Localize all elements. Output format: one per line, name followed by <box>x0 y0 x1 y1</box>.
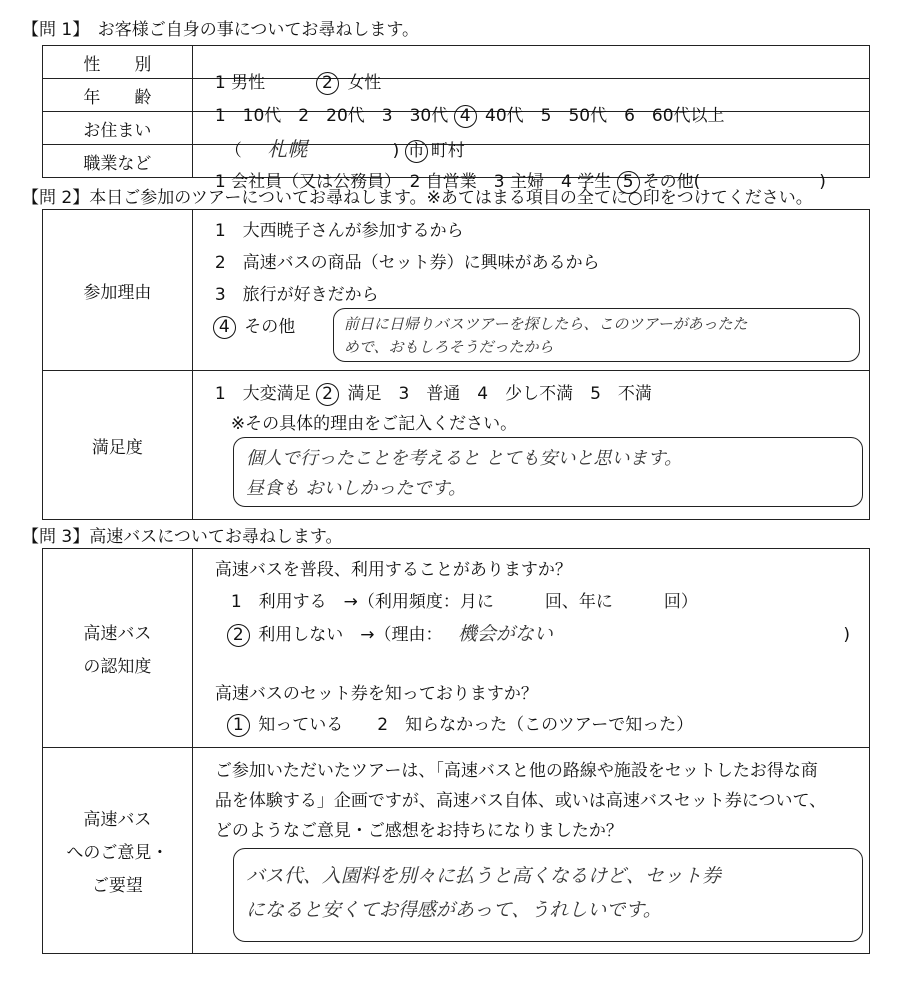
opinion-answer-box[interactable] <box>233 848 863 942</box>
opinion-label-line-2: へのご意見・ <box>66 843 169 863</box>
reason-answer-line-2: めで、おもしろそうだったから <box>343 338 554 356</box>
q3-heading: 【問 3】高速バスについてお尋ねします。 <box>22 527 343 547</box>
q3-table <box>42 548 870 954</box>
q1-table <box>42 45 870 192</box>
satisfaction-scale-pre[interactable]: 1 大変満足 <box>214 384 311 404</box>
q2-heading: 【問 2】本日ご参加のツアーについてお尋ねします。※あてはまる項目の全てに○印をつけてください。 <box>22 188 813 208</box>
usage-option-2[interactable]: 利用しない →（理由： <box>258 625 443 645</box>
awareness-question-1: 高速バスを普段、利用することがありますか？ <box>214 560 572 580</box>
occupation-label: 職業など <box>43 145 193 178</box>
reason-other-label: その他 <box>244 317 296 337</box>
reason-row <box>43 210 870 371</box>
residence-city-circle[interactable]: 市 <box>405 140 428 163</box>
opinion-label <box>43 748 193 954</box>
usage-selected-circle[interactable]: 2 <box>227 624 250 647</box>
usage-close-paren: ) <box>843 625 850 645</box>
occupation-selected-circle[interactable]: 5 <box>617 171 640 194</box>
residence-label: お住まい <box>43 112 193 145</box>
gender-option-female[interactable]: 女性 <box>347 73 382 93</box>
opinion-text-1: ご参加いただいたツアーは、「高速バスと他の路線や施設をセットしたお得な商 <box>214 761 818 781</box>
residence-close-paren: ) <box>392 141 400 161</box>
residence-open-paren: （ <box>224 141 242 161</box>
age-options-before[interactable]: 1 10代 2 20代 3 30代 <box>214 106 449 126</box>
residence-answer[interactable]: 札幌 <box>267 137 308 161</box>
reason-label: 参加理由 <box>43 210 193 371</box>
satisfaction-answer-line-2: 昼食も おいしかったです。 <box>245 478 467 499</box>
awareness-label <box>43 549 193 748</box>
opinion-label-line-1: 高速バス <box>83 810 152 830</box>
opinion-answer-line-1: バス代、入園料を別々に払うと高くなるけど、セット券 <box>245 865 721 887</box>
age-selected-circle[interactable]: 4 <box>454 105 477 128</box>
age-options-after[interactable]: 40代 5 50代 6 60代以上 <box>485 106 725 126</box>
opinion-answer-line-2: になると安くてお得感があって、うれしいです。 <box>245 899 662 921</box>
satisfaction-label: 満足度 <box>43 371 193 520</box>
awareness-label-line-1: 高速バス <box>83 624 152 644</box>
opinion-text-2: 品を体験する」企画ですが、高速バス自体、或いは高速バスセット券について、 <box>214 791 827 811</box>
satisfaction-answer-line-1: 個人で行ったことを考えると とても安いと思います。 <box>245 448 683 469</box>
reason-item-3[interactable]: 3 旅行が好きだから <box>214 285 379 305</box>
satisfaction-prompt: ※その具体的理由をご記入ください。 <box>230 414 518 434</box>
q1-heading: 【問 1】 お客様ご自身の事についてお尋ねします。 <box>22 20 420 40</box>
opinion-text-3: どのようなご意見・ご感想をお持ちになりましたか？ <box>214 821 623 841</box>
usage-reason-answer[interactable]: 機会がない <box>457 623 553 645</box>
gender-option-male[interactable]: 1 男性 <box>214 73 266 93</box>
age-row <box>43 79 870 112</box>
gender-label: 性 別 <box>43 46 193 79</box>
reason-answer-box[interactable] <box>333 308 860 362</box>
setticket-options[interactable]: 知っている 2 知らなかった（このツアーで知った） <box>258 715 694 735</box>
occupation-options[interactable]: 1 会社員（又は公務員） 2 自営業 3 主婦 4 学生 <box>214 172 612 192</box>
reason-item-2[interactable]: 2 高速バスの商品（セット券）に興味があるから <box>214 253 600 273</box>
satisfaction-answer-box[interactable] <box>233 437 863 507</box>
usage-option-1[interactable]: 1 利用する →（利用頻度：月に 回、年に 回） <box>230 592 698 612</box>
satisfaction-selected-circle[interactable]: 2 <box>316 383 339 406</box>
satisfaction-row <box>43 371 870 520</box>
reason-answer-line-1: 前日に日帰りバスツアーを探したら、このツアーがあったた <box>343 315 748 333</box>
occupation-other[interactable]: その他( ) <box>642 172 826 192</box>
awareness-row <box>43 549 870 748</box>
awareness-label-line-2: の認知度 <box>83 657 152 677</box>
residence-suffix: 町村 <box>430 141 465 161</box>
age-label: 年 齢 <box>43 79 193 112</box>
gender-selected-circle[interactable]: 2 <box>316 72 339 95</box>
opinion-label-line-3: ご要望 <box>91 876 143 896</box>
reason-item-1[interactable]: 1 大西暁子さんが参加するから <box>214 221 464 241</box>
opinion-row <box>43 748 870 954</box>
setticket-selected-circle[interactable]: 1 <box>227 714 250 737</box>
reason-selected-circle[interactable]: 4 <box>213 316 236 339</box>
awareness-question-2: 高速バスのセット券を知っておりますか？ <box>214 684 538 704</box>
q2-table <box>42 209 870 520</box>
satisfaction-scale-post[interactable]: 満足 3 普通 4 少し不満 5 不満 <box>347 384 652 404</box>
gender-row <box>43 46 870 79</box>
